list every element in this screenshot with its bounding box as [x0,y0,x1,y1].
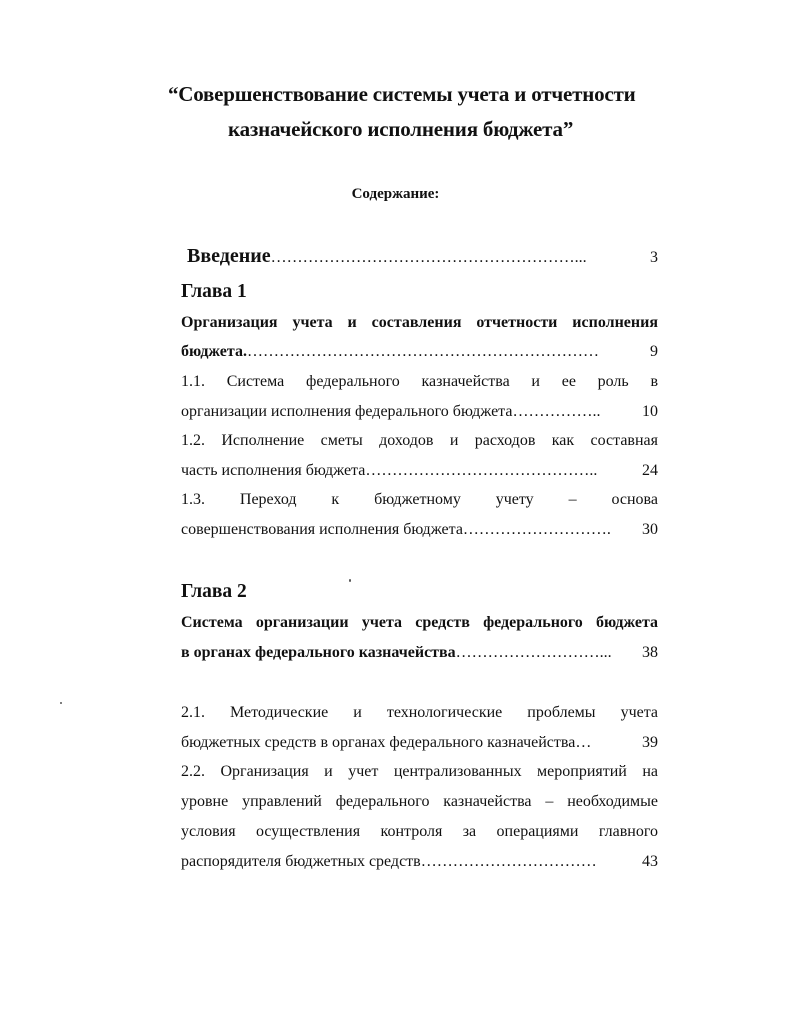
toc-entry-intro [187,244,658,270]
toc-item-1-3-line-1: 1.3. Переход к бюджетному учету – основа [181,491,658,508]
document-title-line-1: “Совершенствование системы учета и отчетности [168,82,636,106]
toc-item-1-3-leader: ………………………. [462,521,611,538]
toc-item-1-1-leader: …………….. [512,403,601,420]
toc-item-1-2-text: часть исполнения бюджета [181,462,366,479]
scan-speck [349,579,351,582]
document-title-line-2: казначейского исполнения бюджета” [228,117,574,141]
chapter-2-title-line-2 [181,643,658,663]
toc-item-1-1-text: организации исполнения федерального бюджета [181,403,513,420]
toc-item-1-2-line-1: 1.2. Исполнение сметы доходов и расходов как составная [181,432,658,449]
toc-item-2-2-leader: …………………………… [420,853,597,870]
chapter-2-title-end: в органах федерального казначейства [181,644,456,661]
toc-item-2-2-line-4 [181,852,658,872]
toc-item-1-2-leader: …………………………………….. [365,462,598,479]
toc-item-2-1-line-2 [181,733,658,753]
toc-item-1-1-line-2 [181,402,658,422]
toc-item-1-1-line-1: 1.1. Система федерального казначейства и ее роль в [181,373,658,390]
chapter-2-title-line-1: Система организации учета средств федерального бюджета [181,614,658,631]
toc-item-1-1-page: 10 [642,403,658,420]
chapter-1-title-end: бюджета. [181,343,247,360]
toc-item-1-3-page: 30 [642,521,658,538]
chapter-2-page: 38 [642,644,658,661]
toc-item-2-2-line-2: уровне управлений федерального казначейства – необходимые [181,793,658,810]
toc-item-2-2-line-1: 2.2. Организация и учет централизованных мероприятий на [181,763,658,780]
toc-heading: Содержание: [351,186,440,202]
chapter-1-leader: ………………………………………………………… [246,343,599,360]
chapter-2-heading: Глава 2 [181,581,247,602]
toc-item-1-2-line-2 [181,461,658,481]
chapter-1-title-line-1: Организация учета и составления отчетности исполнения [181,314,658,331]
chapter-1-title-line-2 [181,342,658,362]
toc-item-2-1-line-1: 2.1. Методические и технологические проблемы учета [181,704,658,721]
scan-speck [60,702,62,704]
toc-item-2-1-text: бюджетных средств в органах федерального казначейства [181,734,576,751]
chapter-2-leader: ………………………... [455,644,612,661]
toc-item-1-2-page: 24 [642,462,658,479]
toc-intro-leader: …………………………………………………... [270,249,587,266]
toc-item-2-2-page: 43 [642,853,658,870]
chapter-1-heading: Глава 1 [181,281,247,302]
toc-intro-page: 3 [650,249,658,266]
toc-intro-label: Введение [187,245,271,267]
toc-item-1-3-text: совершенствования исполнения бюджета [181,521,463,538]
chapter-1-page: 9 [650,343,658,360]
toc-item-2-1-page: 39 [642,734,658,751]
toc-item-2-2-line-3: условия осуществления контроля за операциями главного [181,823,658,840]
toc-item-2-2-text: распорядителя бюджетных средств [181,853,421,870]
toc-item-1-3-line-2 [181,520,658,540]
toc-item-2-1-leader: … [575,734,592,751]
